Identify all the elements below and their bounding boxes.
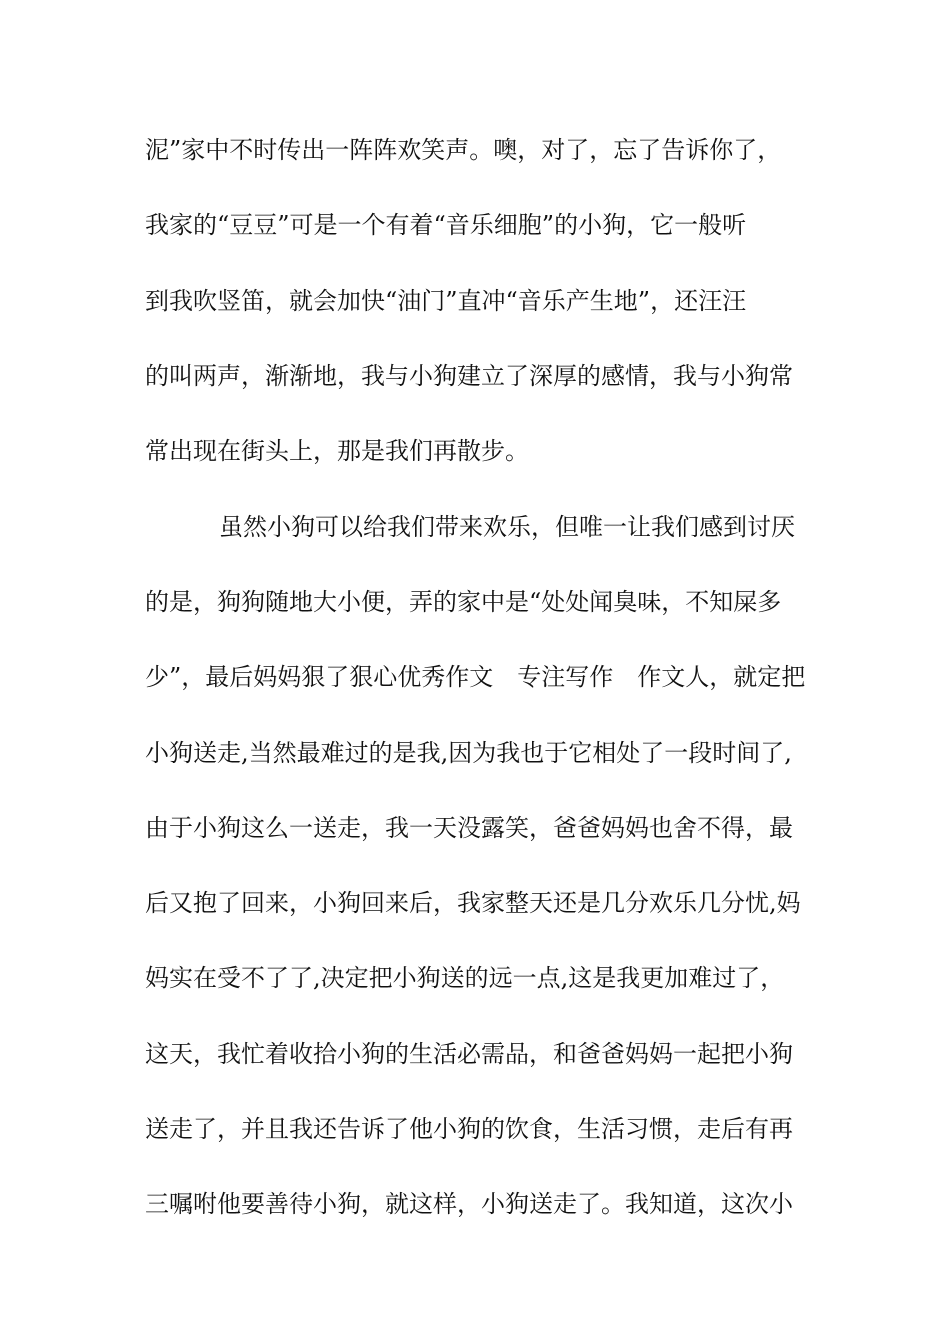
text-line: 常出现在街头上，那是我们再散步。 — [145, 437, 529, 465]
text-line: 泥”家中不时传出一阵阵欢笑声。噢，对了，忘了告诉你了， — [145, 136, 782, 164]
text-line: 的叫两声，渐渐地，我与小狗建立了深厚的感情，我与小狗常 — [145, 362, 793, 390]
text-line: 三嘱咐他要善待小狗，就这样，小狗送走了。我知道，这次小 — [145, 1190, 793, 1218]
text-line: 到我吹竖笛，就会加快“油门”直冲“音乐产生地”，还汪汪 — [145, 287, 747, 315]
text-line: 的是，狗狗随地大小便，弄的家中是“处处闻臭味，不知屎多 — [145, 588, 782, 616]
text-line: 少”，最后妈妈狠了狠心优秀作文 专注写作 作文人，就定把 — [145, 663, 806, 691]
text-line: 小狗送走,当然最难过的是我,因为我也于它相处了一段时间了, — [145, 739, 792, 767]
text-line: 我家的“豆豆”可是一个有着“音乐细胞”的小狗，它一般听 — [145, 211, 747, 239]
text-line: 这天，我忙着收拾小狗的生活必需品，和爸爸妈妈一起把小狗 — [145, 1040, 793, 1068]
text-line: 后又抱了回来，小狗回来后，我家整天还是几分欢乐几分忧,妈 — [145, 889, 801, 917]
text-line: 妈实在受不了了,决定把小狗送的远一点,这是我更加难过了， — [145, 964, 785, 992]
text-line: 由于小狗这么一送走，我一天没露笑，爸爸妈妈也舍不得，最 — [145, 814, 793, 842]
paragraph-first-line: 虽然小狗可以给我们带来欢乐，但唯一让我们感到讨厌 — [219, 513, 795, 541]
text-line: 送走了，并且我还告诉了他小狗的饮食，生活习惯，走后有再 — [145, 1115, 793, 1143]
